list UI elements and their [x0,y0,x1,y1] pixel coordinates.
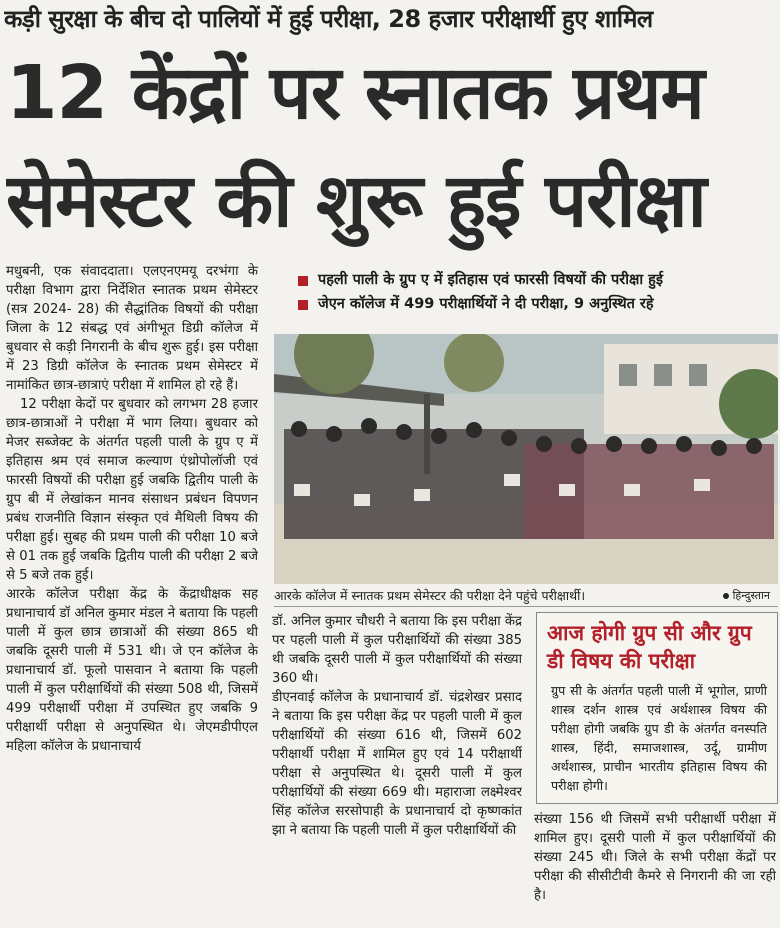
caption-text: आरके कॉलेज में स्नातक प्रथम सेमेस्टर की परीक्षा देने पहुंचे परीक्षार्थी। [274,588,586,603]
news-photo [274,334,778,584]
highlights-list [296,268,776,316]
headline-line-1: 12 केंद्रों पर स्नातक प्रथम [6,50,704,136]
article-column-3 [534,810,776,926]
crowd-photo-illustration [274,334,778,584]
photo-caption [274,586,778,607]
photo-credit [723,586,770,606]
sidebar-title: आज होगी ग्रुप सी और ग्रुप डी विषय की परीक्षा [547,621,752,673]
credit-dot-icon [723,593,729,599]
highlight-text: पहली पाली के ग्रुप ए में इतिहास एवं फारसी विषयों की परीक्षा हुई [318,272,663,288]
headline-line-2: सेमेस्टर की शुरू हुई परीक्षा [6,158,706,244]
article-paragraph: संख्या 156 थी जिसमें सभी परीक्षार्थी परीक्षा में शामिल हुए। दूसरी पाली में कुल परीक्षार्थियों की संख्या 245 थी। जिले के सभी परीक्षा केंद्रों पर परीक्षा की सीसीटीवी कैमरे से निगरानी की जा रही है। [534,812,776,903]
bullet-square-icon [298,276,308,286]
highlight-text: जेएन कॉलेज में 499 परीक्षार्थियों ने दी परीक्षा, 9 अनुस्थित रहे [318,296,654,312]
bullet-square-icon [298,300,308,310]
article-paragraph: आरके कॉलेज परीक्षा केंद्र के केंद्राधीक्षक सह प्रधानाचार्य डॉ अनिल कुमार मंडल ने बताया कि पहली पाली में कुल छात्र छात्राओं की संख्या 865 थी जबकि दूसरी पाली में 531 थी। जे एन कॉलेज के प्रधानाचार्य डॉ. फूलो पासवान ने बताया कि पहली पाली में कुल परीक्षार्थियों की संख्या 508 थी, जिसमें 499 परीक्षार्थी परीक्षा में उपस्थित हुए जबकि 9 परीक्षार्थी परीक्षा से अनुपस्थित थे। जेएमडीपीएल महिला कॉलेज के प्रधानाचार्य [6,587,258,754]
article-paragraph: डीएनवाई कॉलेज के प्रधानाचार्य डॉ. चंद्रशेखर प्रसाद ने बताया कि इस परीक्षा केंद्र पर पहली पाली में कुल परीक्षार्थियों की संख्या 616 थी, जिसमें 602 परीक्षार्थी परीक्षा में शामिल हुए एवं 14 परीक्षार्थी परीक्षा से अनुपस्थित थे। दूसरी पाली में कुल परीक्षार्थियों की संख्या 669 थी। महाराजा लक्ष्मेश्वर सिंह कॉलेज सरसोपाही के प्रधानाचार्य दो कृष्णकांत झा ने बताया कि पहली पाली में कुल परीक्षार्थियों की [272,690,522,838]
sidebar-body: ग्रुप सी के अंतर्गत पहली पाली में भूगोल, प्राणी शास्त्र दर्शन शास्त्र एवं अर्थशास्त्र विषय की परीक्षा होगी जबकि ग्रुप डी के अंतर्गत वनस्पति शास्त्र, हिंदी, समाजशास्त्र, उर्दू, ग्रामीण अर्थशास्त्र, प्राचीन भारतीय इतिहास विषय की परीक्षा होगी। [551,683,767,793]
article-column-1 [6,262,258,926]
article-column-2 [272,612,522,926]
credit-text: हिन्दुस्तान [732,589,770,602]
article-paragraph: मधुबनी, एक संवाददाता। एलएनएमयू दरभंगा के परीक्षा विभाग द्वारा निर्देशित स्नातक प्रथम सेमेस्टर (सत्र 2024- 28) की सैद्धांतिक विषयों की परीक्षा जिला के 12 संबद्ध एवं अंगीभूत डिग्री कॉलेज में बुधवार से कड़ी निगरानी के बीच शुरू हुई। इस परीक्षा में 23 डिग्री कॉलेज के स्नातक प्रथम सेमेस्टर में नामांकित छात्र-छात्राएं परीक्षा में शामिल हो रहे हैं। [6,264,258,393]
kicker-headline: कड़ी सुरक्षा के बीच दो पालियों में हुई परीक्षा, 28 हजार परीक्षार्थी हुए शामिल [4,5,653,33]
highlight-item [296,292,776,316]
highlight-item [296,268,776,292]
article-paragraph: डॉ. अनिल कुमार चौधरी ने बताया कि इस परीक्षा केंद्र पर पहली पाली में कुल परीक्षार्थियों की संख्या 385 थी जबकि दूसरी पाली में कुल परीक्षार्थियों की संख्या 360 थी। [272,614,522,686]
sidebar-box [536,612,778,804]
article-paragraph: 12 परीक्षा केदों पर बुधवार को लगभग 28 हजार छात्र-छात्राओं ने परीक्षा में भाग लिया। बुधवार को मेजर सब्जेक्ट के अंतर्गत पहली पाली के ग्रुप ए में इतिहास श्रम एवं समाज कल्याण एंथ्रोपोलॉजी एवं फारसी विषयों की परीक्षा हुई जबकि द्वितीय पाली के ग्रुप बी में लेखांकन मानव संसाधन प्रबंधन विपणन प्रबंध राजनीति विज्ञान संस्कृत एवं मैथिली विषय की परीक्षा हुई। सुबह की प्रथम पाली की परीक्षा 10 बजे से 01 तक हुई जबकि द्वितीय पाली की परीक्षा 2 बजे से 5 बजे तक हुई। [6,397,258,583]
